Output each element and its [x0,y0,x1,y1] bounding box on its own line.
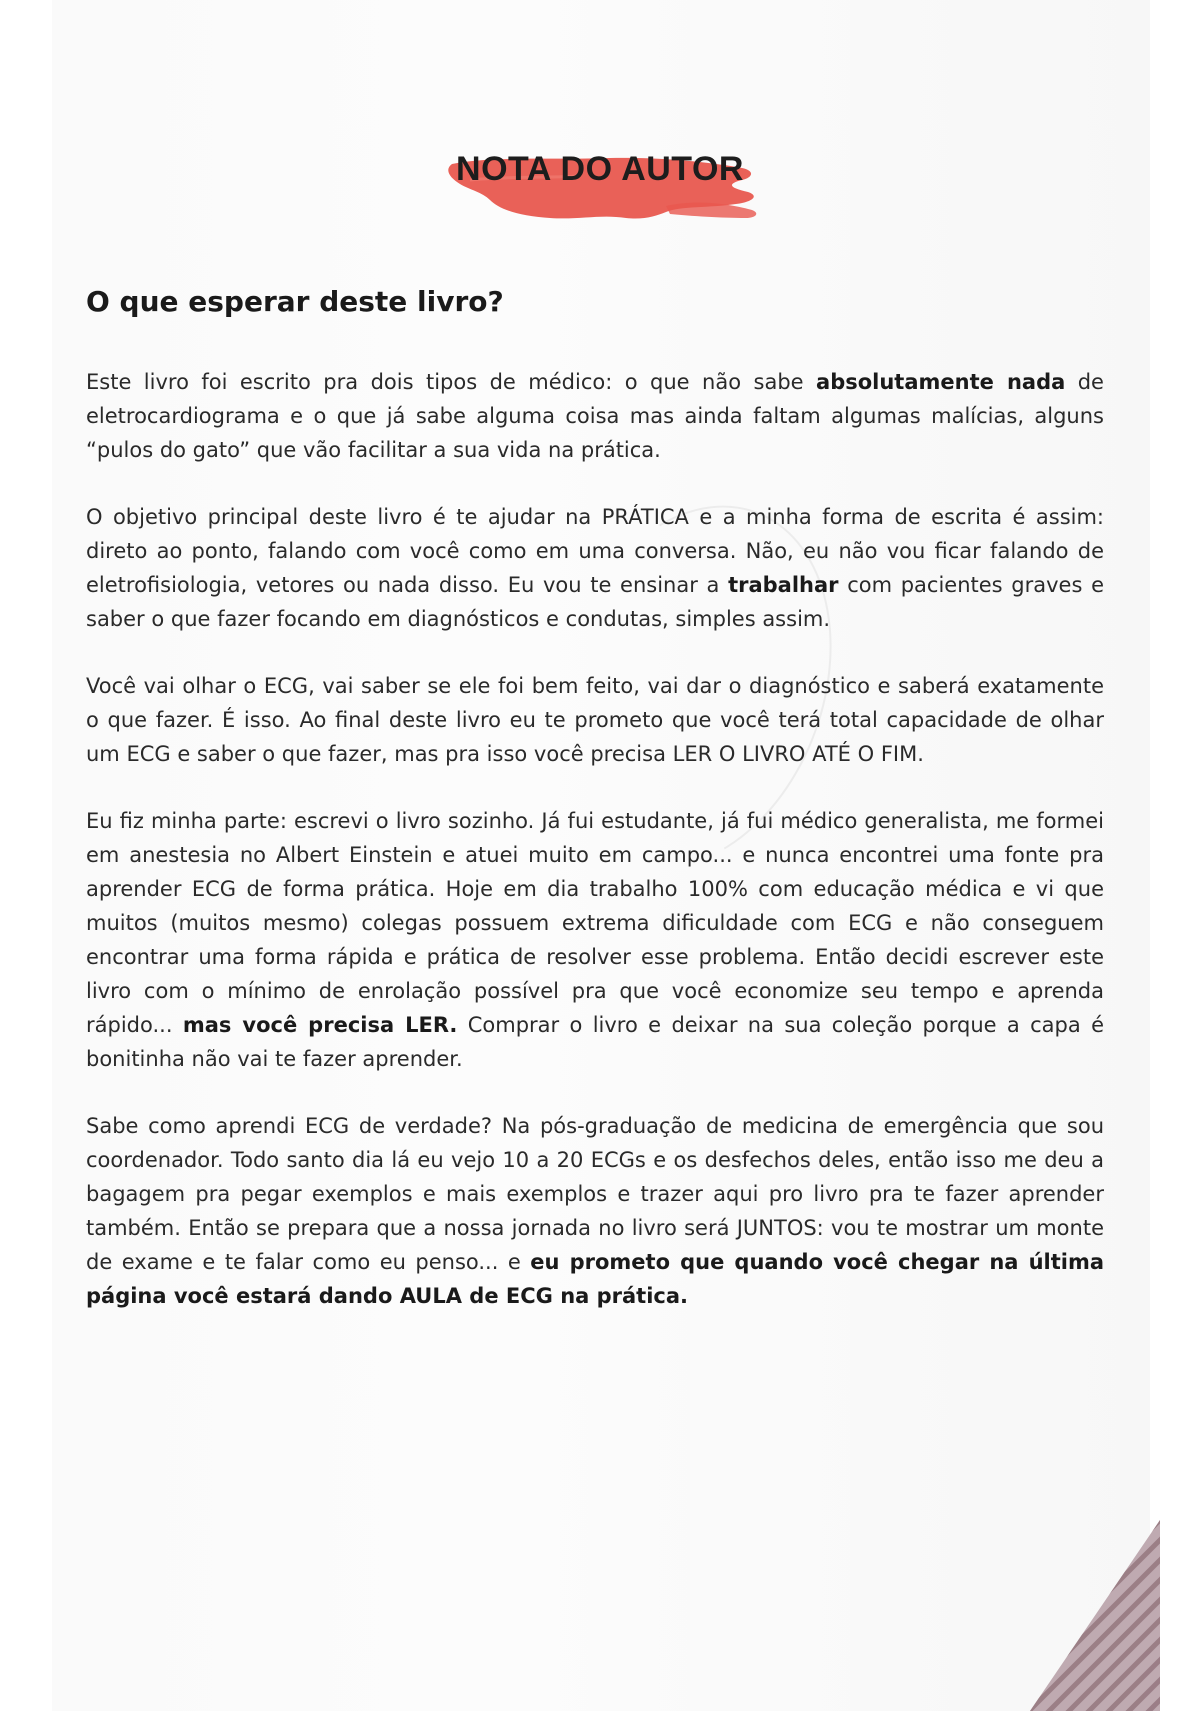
page-edge [1150,0,1200,1711]
body-text [86,365,1104,1346]
paragraph-4-text-a: Eu fiz minha parte: escrevi o livro sozinho. Já fui estudante, já fui médico generalista, me formei em anestesia no Albert Einstein e atuei muito em campo... e nunca encontrei uma fonte pra aprender ECG de forma prática. Hoje em dia trabalho 100% com educação médica e vi que muitos (muitos mesmo) colegas possuem extrema dificuldade com ECG e não conseguem encontrar uma forma rápida e prática de resolver esse problema. Então decidi escrever este livro com o mínimo de enrolação possível pra que você economize seu tempo e aprenda rápido... [86,809,1104,1037]
paragraph-1 [86,365,1104,467]
paragraph-5-text-a: Sabe como aprendi ECG de verdade? Na pós-graduação de medicina de emergência que sou coordenador. Todo santo dia lá eu vejo 10 a 20 ECGs e os desfechos deles, então isso me deu a bagagem pra pegar exemplos e mais exemplos e trazer aqui pro livro pra te fazer aprender também. Então se prepara que a nossa jornada no livro será JUNTOS: vou te mostrar um monte de exame e te falar como eu penso... e [86,1114,1104,1274]
paragraph-1-text-c: de eletrocardiograma e o que já sabe alguma coisa mas ainda faltam algumas malícias, alguns “pulos do gato” que vão facilitar a sua vida na prática. [86,370,1104,462]
paragraph-3 [86,669,1104,771]
paragraph-4-bold: mas você precisa LER. [182,1013,458,1037]
diagonal-stripes-icon [1020,1520,1160,1711]
paragraph-1-text-a: Este livro foi escrito pra dois tipos de médico: o que não sabe [86,370,817,394]
paragraph-4-text-c: Comprar o livro e deixar na sua coleção porque a capa é bonitinha não vai te fazer aprender. [86,1013,1104,1071]
paragraph-3-text: Você vai olhar o ECG, vai saber se ele foi bem feito, vai dar o diagnóstico e saberá exatamente o que fazer. É isso. Ao final deste livro eu te prometo que você terá total capacidade de olhar um ECG e saber o que fazer, mas pra isso você precisa LER O LIVRO ATÉ O FIM. [86,674,1104,766]
paragraph-5 [86,1109,1104,1313]
paragraph-2-text-c: com pacientes graves e saber o que fazer focando em diagnósticos e condutas, simples assim. [86,573,1105,631]
paragraph-1-bold: absolutamente nada [816,370,1066,394]
title-block [430,140,770,230]
paragraph-2 [86,500,1104,636]
page-title: NOTA DO AUTOR [456,150,744,188]
paragraph-2-text-a: O objetivo principal deste livro é te ajudar na PRÁTICA e a minha forma de escrita é assim: direto ao ponto, falando com você como em uma conversa. Não, eu não vou ficar falando de eletrofisiologia, vetores ou nada disso. Eu vou te ensinar a [86,505,1104,597]
paragraph-2-bold: trabalhar [728,573,839,597]
section-heading: O que esperar deste livro? [86,285,504,318]
paragraph-5-bold: eu prometo que quando você chegar na última página você estará dando AULA de ECG na prática. [86,1250,1105,1308]
paragraph-4 [86,804,1104,1076]
